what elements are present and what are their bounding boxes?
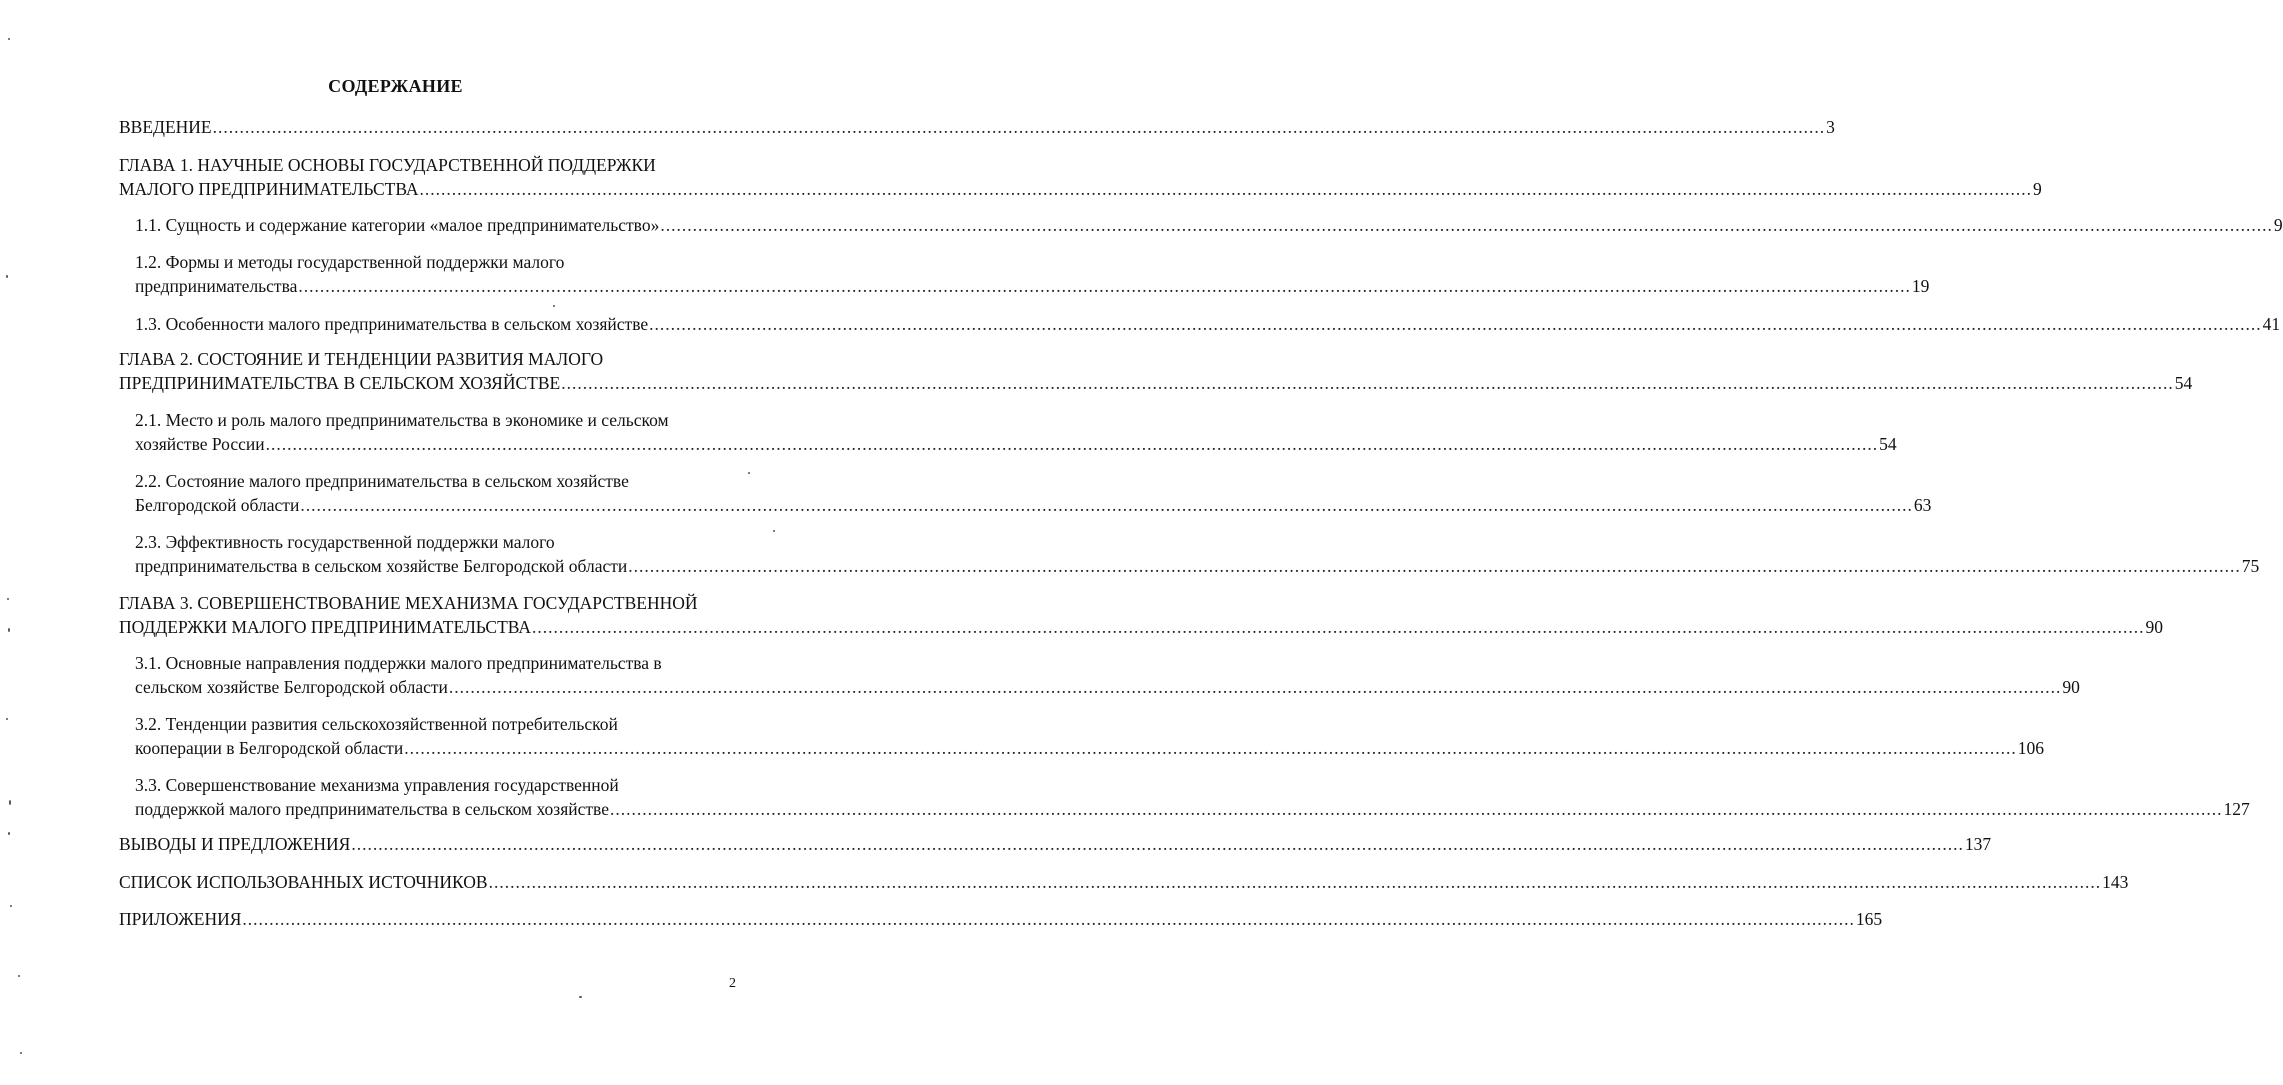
- scan-speck: [748, 472, 750, 474]
- scan-speck: [18, 975, 20, 977]
- toc-page-number: 90: [2145, 617, 2163, 637]
- toc-entry-text-line2: предпринимательства в сельском хозяйстве Белгородской области: [135, 556, 628, 576]
- scan-speck: [553, 305, 555, 307]
- toc-entry-text: ВЫВОДЫ И ПРЕДЛОЖЕНИЯ: [119, 834, 351, 854]
- toc-page-number: 127: [2223, 799, 2250, 819]
- toc-entry-text-line2: кооперации в Белгородской области: [135, 738, 404, 758]
- toc-page-number: 137: [1964, 834, 1992, 854]
- dot-leader: ............................................................................................................................................................................................................................................................................................................: [561, 373, 2174, 393]
- toc-entry-text-line2: ПОДДЕРЖКИ МАЛОГО ПРЕДПРИНИМАТЕЛЬСТВА: [119, 617, 531, 637]
- toc-entry-text-line2: МАЛОГО ПРЕДПРИНИМАТЕЛЬСТВА: [119, 179, 419, 199]
- toc-entry-text-line1: ГЛАВА 1. НАУЧНЫЕ ОСНОВЫ ГОСУДАРСТВЕННОЙ ПОДДЕРЖКИ: [119, 155, 656, 175]
- dot-leader: ............................................................................................................................................................................................................................................................................................................: [609, 799, 2223, 819]
- toc-entry-section-2-1[interactable]: [135, 408, 1897, 456]
- toc-page-number: 106: [2017, 738, 2044, 758]
- toc-entry-text-line1: 2.3. Эффективность государственной поддержки малого: [135, 532, 555, 552]
- toc-entry-text: ВВЕДЕНИЕ: [119, 117, 212, 137]
- dot-leader: ............................................................................................................................................................................................................................................................................................................: [419, 179, 2033, 199]
- scan-speck: [7, 598, 9, 600]
- scan-speck: [9, 800, 11, 805]
- dot-leader: ............................................................................................................................................................................................................................................................................................................: [488, 872, 2102, 892]
- dot-leader: ............................................................................................................................................................................................................................................................................................................: [212, 117, 1826, 137]
- toc-page-number: 9: [2273, 215, 2283, 235]
- toc-entry-text: 1.1. Сущность и содержание категории «малое предпринимательство»: [135, 215, 660, 235]
- toc-entry-text: ПРИЛОЖЕНИЯ: [119, 909, 242, 929]
- dot-leader: ............................................................................................................................................................................................................................................................................................................: [404, 738, 2017, 758]
- dot-leader: ............................................................................................................................................................................................................................................................................................................: [649, 314, 2262, 334]
- toc-page-number: 143: [2102, 872, 2129, 892]
- toc-entry-text-line2: ПРЕДПРИНИМАТЕЛЬСТВА В СЕЛЬСКОМ ХОЗЯЙСТВЕ: [119, 373, 561, 393]
- toc-entry-references[interactable]: [119, 870, 2129, 894]
- toc-entry-section-3-2[interactable]: [135, 712, 2044, 760]
- toc-entry-section-3-3[interactable]: [135, 773, 2250, 821]
- toc-entry-text-line1: 3.3. Совершенствование механизма управления государственной: [135, 775, 619, 795]
- page-title: СОДЕРЖАНИЕ: [328, 76, 463, 96]
- toc-page-number: 75: [2241, 556, 2260, 576]
- dot-leader: ............................................................................................................................................................................................................................................................................................................: [351, 834, 1964, 854]
- toc-entry-chapter-3[interactable]: [119, 591, 2163, 639]
- toc-entry-text-line1: 3.2. Тенденции развития сельскохозяйственной потребительской: [135, 714, 618, 734]
- toc-entry-text-line1: 3.1. Основные направления поддержки малого предпринимательства в: [135, 653, 662, 673]
- scan-speck: [10, 905, 12, 907]
- toc-page-number: 90: [2062, 677, 2080, 697]
- scan-speck: [6, 275, 8, 278]
- toc-entry-text-line2: поддержкой малого предпринимательства в сельском хозяйстве: [135, 799, 609, 819]
- toc-entry-text-line1: ГЛАВА 2. СОСТОЯНИЕ И ТЕНДЕНЦИИ РАЗВИТИЯ МАЛОГО: [119, 349, 604, 369]
- toc-entry-text-line1: 2.2. Состояние малого предпринимательства в сельском хозяйстве: [135, 471, 629, 491]
- toc-entry-section-2-3[interactable]: [135, 530, 2260, 578]
- scan-speck: [773, 530, 775, 532]
- toc-page-number: 63: [1913, 495, 1932, 515]
- dot-leader: ............................................................................................................................................................................................................................................................................................................: [242, 909, 1855, 929]
- toc-entry-section-1-2[interactable]: [135, 250, 1930, 298]
- scan-speck: [8, 832, 10, 835]
- toc-entry-section-3-1[interactable]: [135, 651, 2080, 699]
- toc-entry-appendices[interactable]: [119, 907, 1883, 931]
- scan-speck: [579, 996, 582, 998]
- scan-speck: [20, 1052, 22, 1054]
- scan-speck: [8, 38, 10, 40]
- dot-leader: ............................................................................................................................................................................................................................................................................................................: [628, 556, 2241, 576]
- toc-page-number: 54: [2174, 373, 2193, 393]
- toc-entry-text-line1: ГЛАВА 3. СОВЕРШЕНСТВОВАНИЕ МЕХАНИЗМА ГОСУДАРСТВЕННОЙ: [119, 593, 698, 613]
- toc-entry-text-line2: хозяйстве России: [135, 434, 265, 454]
- toc-page-number: 3: [1826, 117, 1835, 137]
- dot-leader: ............................................................................................................................................................................................................................................................................................................: [532, 617, 2145, 637]
- dot-leader: ............................................................................................................................................................................................................................................................................................................: [265, 434, 1879, 454]
- toc-entry-text-line1: 1.2. Формы и методы государственной поддержки малого: [135, 252, 565, 272]
- toc-entry-text: 1.3. Особенности малого предпринимательства в сельском хозяйстве: [135, 314, 649, 334]
- toc-entry-chapter-2[interactable]: [119, 347, 2193, 395]
- toc-entry-text-line2: Белгородской области: [135, 495, 300, 515]
- toc-page-number: 9: [2033, 179, 2042, 199]
- scan-speck: [6, 718, 8, 720]
- toc-entry-section-1-1[interactable]: [135, 213, 2283, 237]
- dot-leader: ............................................................................................................................................................................................................................................................................................................: [660, 215, 2273, 235]
- toc-entry-chapter-1[interactable]: [119, 153, 2042, 201]
- dot-leader: ............................................................................................................................................................................................................................................................................................................: [298, 276, 1911, 296]
- toc-page-number: 19: [1911, 276, 1930, 296]
- toc-entry-section-2-2[interactable]: [135, 469, 1932, 517]
- toc-entry-text-line1: 2.1. Место и роль малого предпринимательства в экономике и сельском: [135, 410, 669, 430]
- toc-page-number: 165: [1855, 909, 1883, 929]
- toc-entry-text-line2: предпринимательства: [135, 276, 298, 296]
- toc-entry-text-line2: сельском хозяйстве Белгородской области: [135, 677, 448, 697]
- toc-page-number: 54: [1879, 434, 1897, 454]
- page-number: 2: [729, 976, 736, 991]
- toc-entry-introduction[interactable]: [119, 115, 1835, 139]
- toc-page-number: 41: [2262, 314, 2281, 334]
- toc-entry-section-1-3[interactable]: [135, 312, 2281, 336]
- scan-speck: [8, 628, 10, 632]
- dot-leader: ............................................................................................................................................................................................................................................................................................................: [300, 495, 1913, 515]
- toc-entry-conclusions[interactable]: [119, 832, 1992, 856]
- toc-entry-text: СПИСОК ИСПОЛЬЗОВАННЫХ ИСТОЧНИКОВ: [119, 872, 488, 892]
- dot-leader: ............................................................................................................................................................................................................................................................................................................: [448, 677, 2062, 697]
